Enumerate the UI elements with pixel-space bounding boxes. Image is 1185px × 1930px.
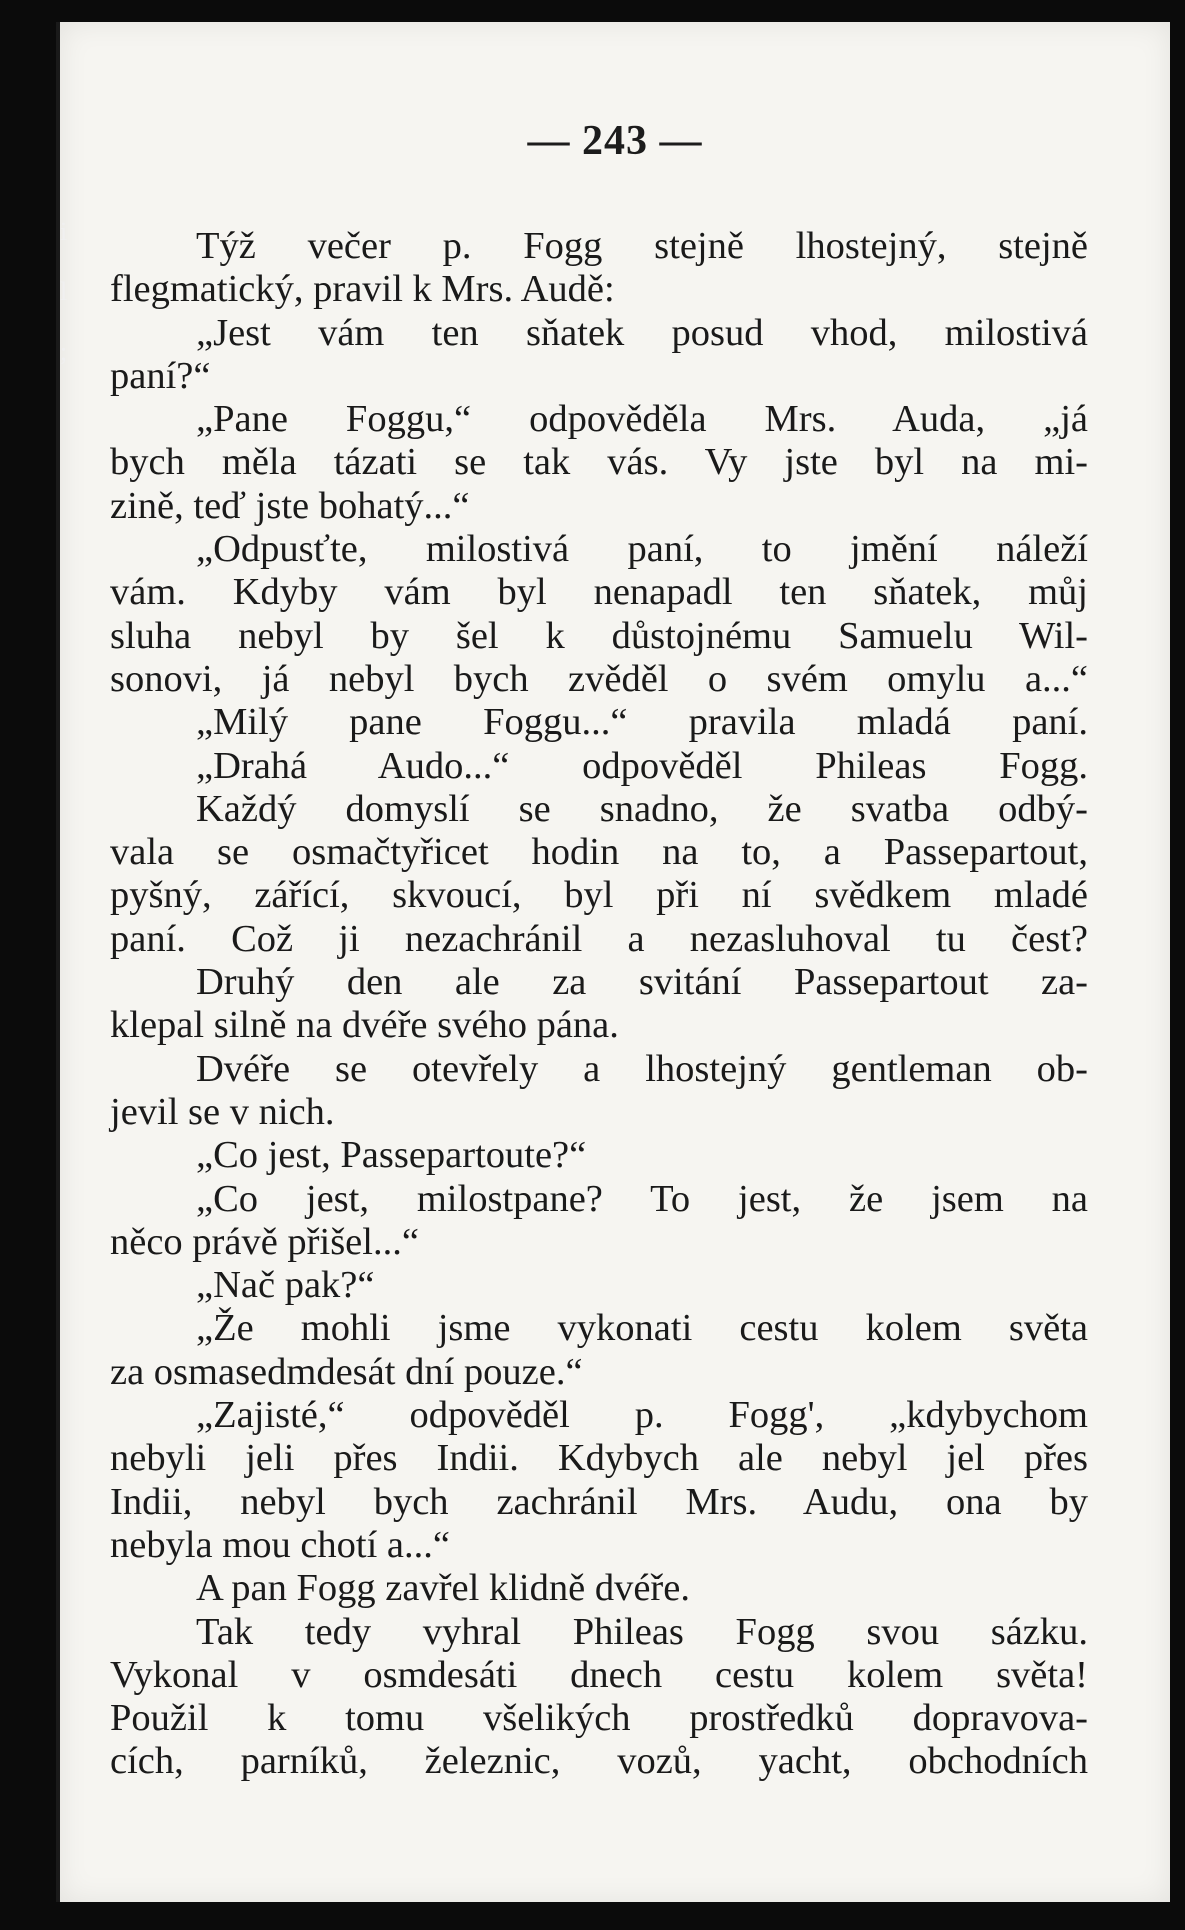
edge-mark: i: [60, 217, 68, 246]
text-line: sluha nebyl by šel k důstojnému Samuelu Wil-: [110, 614, 1088, 657]
text-line: Použil k tomu všelikých prostředků dopravova-: [110, 1697, 1088, 1740]
text-line: nebyla mou chotí a...“: [110, 1523, 450, 1566]
text-line: Druhý den ale za svitání Passepartout za-: [196, 961, 1088, 1004]
text-line: Vykonal v osmdesáti dnech cestu kolem světa!: [110, 1653, 1088, 1696]
text-line: paní. Což ji nezachránil a nezasluhoval tu čest?: [110, 917, 1088, 960]
text-line: flegmatický, pravil k Mrs. Audě:: [110, 268, 615, 311]
text-line: „Nač pak?“: [196, 1264, 375, 1307]
text-line: „Jest vám ten sňatek posud vhod, milostivá: [196, 311, 1088, 354]
edge-mark: l: [60, 277, 68, 306]
text-line: za osmasedmdesát dní pouze.“: [110, 1350, 583, 1393]
text-line: klepal silně na dvéře svého pána.: [110, 1004, 619, 1047]
text-line: sonovi, já nebyl bych zvěděl o svém omylu a...“: [110, 657, 1088, 700]
text-line: zině, teď jste bohatý...“: [110, 484, 470, 527]
text-line: Týž večer p. Fogg stejně lhostejný, stejně: [196, 225, 1088, 267]
text-line: „Že mohli jsme vykonati cestu kolem světa: [196, 1307, 1088, 1350]
text-line: nebyli jeli přes Indii. Kdybych ale nebyl jel přes: [110, 1437, 1088, 1480]
text-line: A pan Fogg zavřel klidně dvéře.: [196, 1567, 690, 1610]
text-line: „Milý pane Foggu...“ pravila mladá paní.: [196, 701, 1088, 744]
text-line: Indii, nebyl bych zachránil Mrs. Audu, ona by: [110, 1480, 1088, 1523]
text-line: Dvéře se otevřely a lhostejný gentleman ob-: [196, 1047, 1088, 1090]
text-line: „Odpusťte, milostivá paní, to jmění náleží: [196, 528, 1088, 571]
text-line: bych měla tázati se tak vás. Vy jste byl na mi-: [110, 441, 1088, 484]
text-line: „Drahá Audo...“ odpověděl Phileas Fogg.: [196, 744, 1088, 787]
body-text: [110, 225, 1088, 1784]
text-line: „Co jest, Passepartoute?“: [196, 1134, 587, 1177]
text-line: Tak tedy vyhral Phileas Fogg svou sázku.: [196, 1610, 1088, 1653]
book-page: [56, 22, 1170, 1902]
text-line: „Co jest, milostpane? To jest, že jsem na: [196, 1177, 1088, 1220]
text-line: vala se osmačtyřicet hodin na to, a Passepartout,: [110, 831, 1088, 874]
page-edge-marks: [60, 202, 80, 382]
text-line: jevil se v nich.: [110, 1090, 335, 1133]
text-line: cích, parníků, železnic, vozů, yacht, obchodních: [110, 1740, 1088, 1783]
text-line: pyšný, zářící, skvoucí, byl při ní svědkem mladé: [110, 874, 1088, 917]
text-line: „Zajisté,“ odpověděl p. Fogg', „kdybychom: [196, 1394, 1088, 1437]
edge-mark: ;: [60, 337, 68, 366]
text-line: paní?“: [110, 354, 211, 397]
text-line: „Pane Foggu,“ odpověděla Mrs. Auda, „já: [196, 398, 1088, 441]
page-number: — 243 —: [527, 118, 703, 164]
text-line: vám. Kdyby vám byl nenapadl ten sňatek, můj: [110, 571, 1088, 614]
text-line: něco právě přišel...“: [110, 1220, 419, 1263]
text-line: Každý domyslí se snadno, že svatba odbý-: [196, 787, 1088, 830]
